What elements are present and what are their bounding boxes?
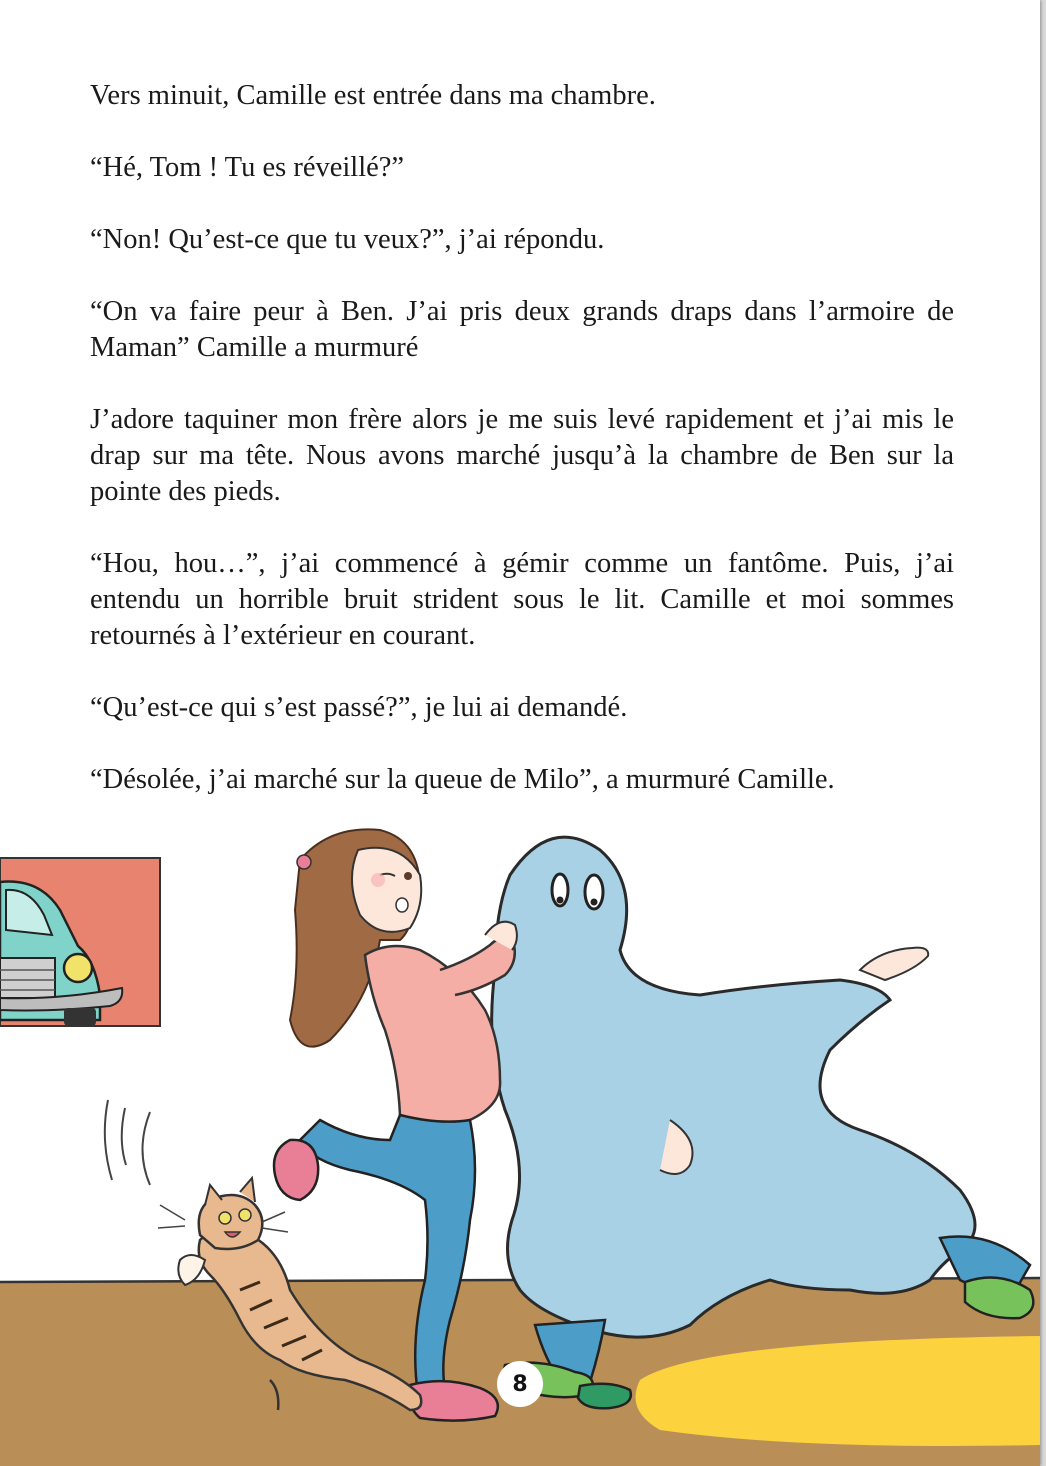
paragraph: “Hé, Tom ! Tu es réveillé?”	[90, 152, 405, 183]
paragraph: “Hou, hou…”, j’ai commencé à gémir comme un fantôme. Puis, j’ai entendu un horrible bruit strident sous le lit. Camille et moi sommes retournés à l’extérieur en courant.	[90, 548, 954, 651]
paragraph: “Non! Qu’est-ce que tu veux?”, j’ai répondu.	[90, 224, 605, 255]
paragraph: “On va faire peur à Ben. J’ai pris deux grands draps dans l’armoire de Maman” Camille a murmuré	[90, 296, 954, 363]
paragraph: J’adore taquiner mon frère alors je me suis levé rapidement et j’ai mis le drap sur ma tête. Nous avons marché jusqu’à la chambre de Ben sur la pointe des pieds.	[90, 404, 954, 507]
story-text	[90, 78, 954, 834]
paragraph: “Désolée, j’ai marché sur la queue de Milo”, a murmuré Camille.	[90, 764, 835, 795]
page-number: 8	[497, 1361, 543, 1407]
paragraph: “Qu’est-ce qui s’est passé?”, je lui ai demandé.	[90, 692, 628, 723]
ghost	[492, 837, 975, 1337]
car-poster	[0, 858, 160, 1026]
paragraph: Vers minuit, Camille est entrée dans ma chambre.	[90, 80, 656, 111]
